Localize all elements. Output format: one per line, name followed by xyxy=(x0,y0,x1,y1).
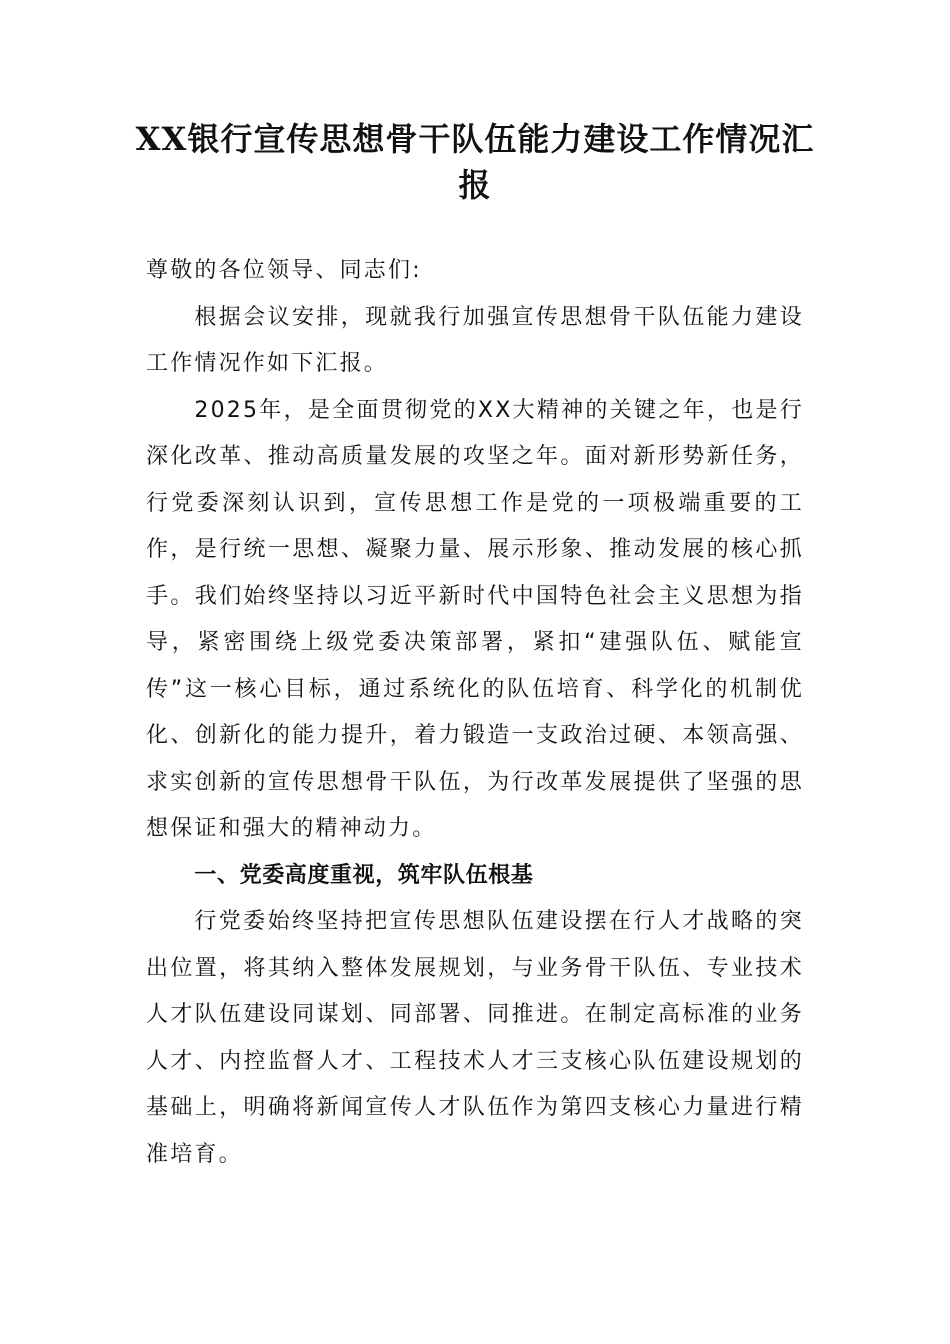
salutation: 尊敬的各位领导、同志们: xyxy=(146,258,422,283)
intro-paragraph: 根据会议安排，现就我行加强宣传思想骨干队伍能力建设工作情况作如下汇报。 xyxy=(146,304,804,376)
background-paragraph: 2025年，是全面贯彻党的XX大精神的关键之年，也是行深化改革、推动高质量发展的攻坚之年。面对新形势新任务，行党委深刻认识到，宣传思想工作是党的一项极端重要的工作，是行统一思想、凝聚力量、展示形象、推动发展的核心抓手。我们始终坚持以习近平新时代中国特色社会主义思想为指导，紧密围绕上级党委决策部署，紧扣“建强队伍、赋能宣传”这一核心目标，通过系统化的队伍培育、科学化的机制优化、创新化的能力提升，着力锻造一支政治过硬、本领高强、求实创新的宣传思想骨干队伍，为行改革发展提供了坚强的思想保证和强大的精神动力。 xyxy=(146,397,804,841)
section-heading: 一、党委高度重视，筑牢队伍根基 xyxy=(194,862,534,888)
document-body xyxy=(146,248,804,1178)
document-title: XX银行宣传思想骨干队伍能力建设工作情况汇报 xyxy=(135,120,815,204)
section-paragraph: 行党委始终坚持把宣传思想队伍建设摆在行人才战略的突出位置，将其纳入整体发展规划，与业务骨干队伍、专业技术人才队伍建设同谋划、同部署、同推进。在制定高标准的业务人才、内控监督人才、工程技术人才三支核心队伍建设规划的基础上，明确将新闻宣传人才队伍作为第四支核心力量进行精准培育。 xyxy=(146,909,804,1167)
